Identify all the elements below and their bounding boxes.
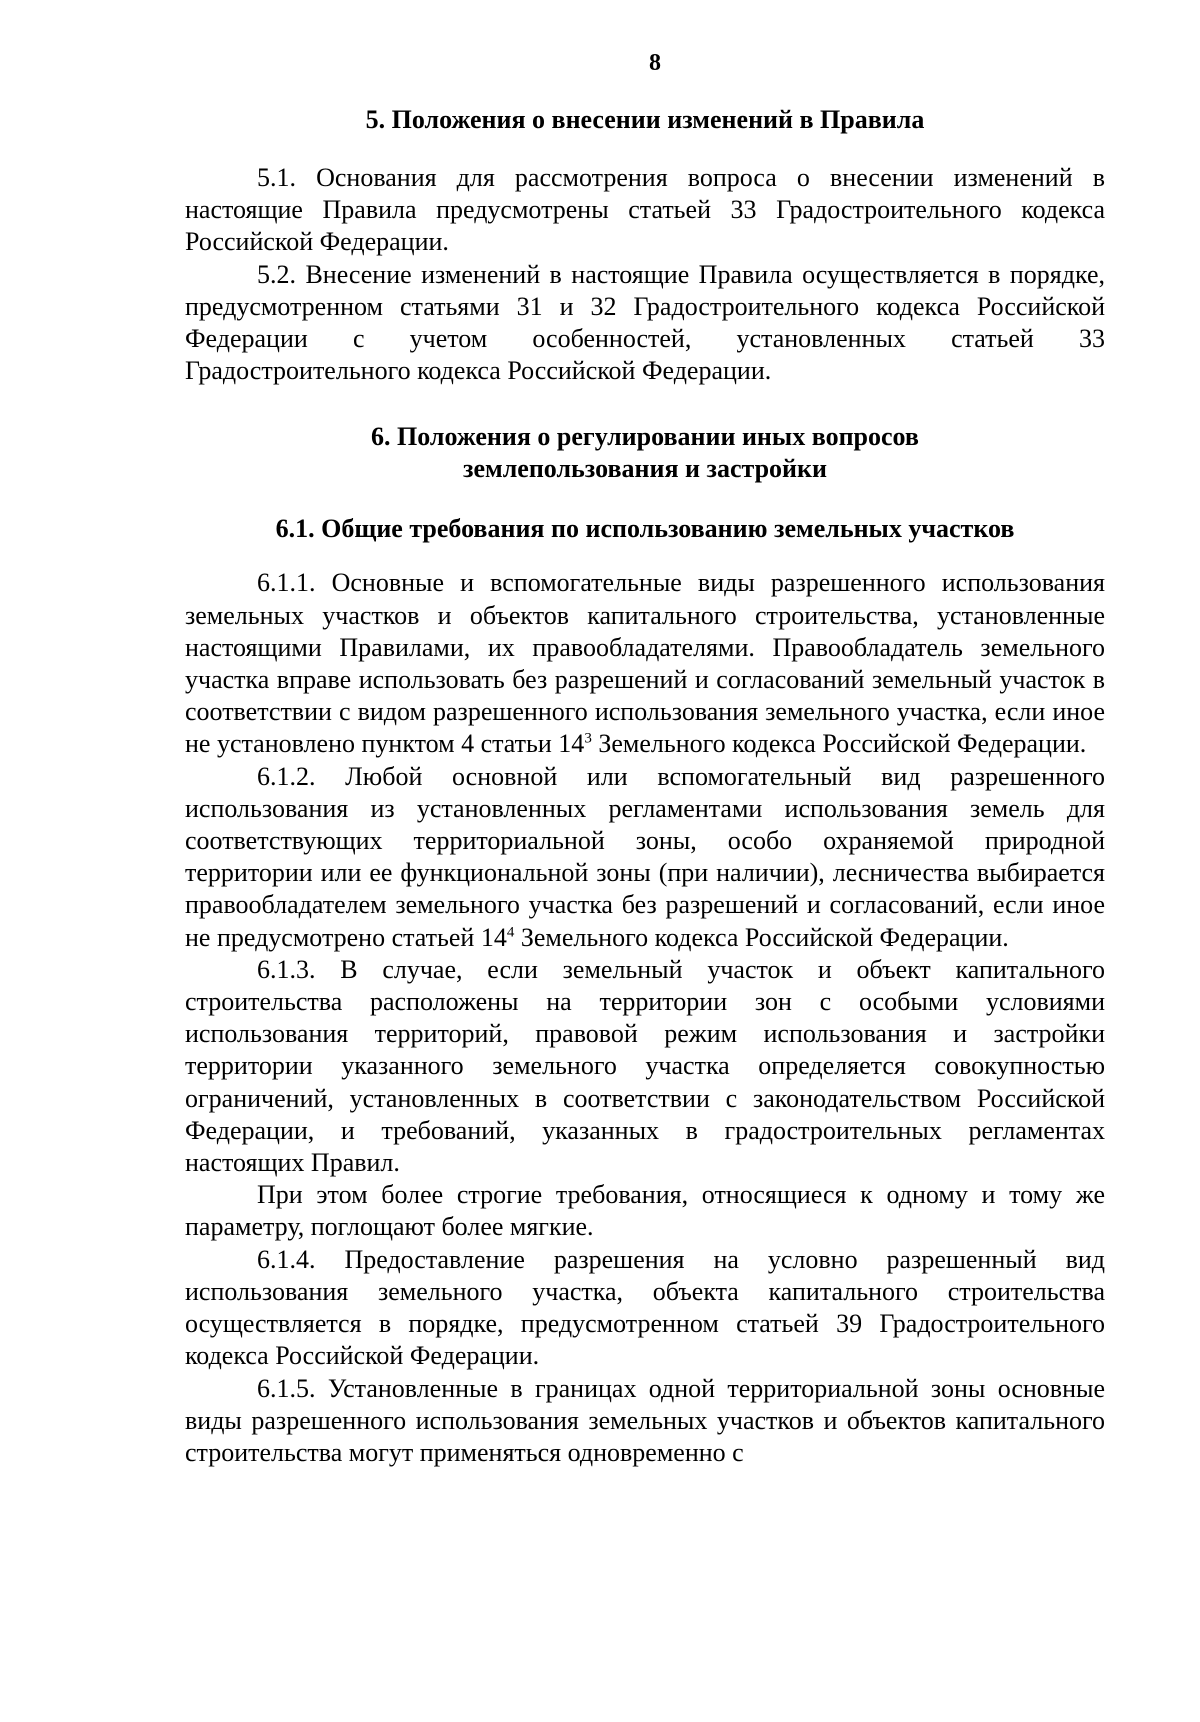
paragraph-6-1-2-end: Земельного кодекса Российской Федерации. [514, 922, 1009, 952]
paragraph-6-1-1-text: 6.1.1. Основные и вспомогательные виды разрешенного использования земельных участков и объектов капитального строительства, установленные настоящими Правилами, их правообладателями. Правообладатель земельного участка вправе использовать без разрешений и согласований земельный участок в соответствии с видом разрешенного использования земельного участка, если иное не установлено пунктом 4 статьи 14 [185, 568, 1105, 759]
paragraph-6-1-4: 6.1.4. Предоставление разрешения на условно разрешенный вид использования земельного участка, объекта капитального строительства осуществляется в порядке, предусмотренном статьей 39 Градостроительного кодекса Российской Федерации. [185, 1244, 1105, 1371]
subsection-6-1-heading: 6.1. Общие требования по использованию земельных участков [275, 514, 1015, 544]
superscript-4: 4 [506, 923, 515, 940]
paragraph-6-1-3-continued: При этом более строгие требования, относящиеся к одному и тому же параметру, поглощают более мягкие. [185, 1180, 1105, 1242]
superscript-3: 3 [584, 730, 592, 747]
section-6-heading [185, 421, 1105, 485]
paragraph-5-2: 5.2. Внесение изменений в настоящие Правила осуществляется в порядке, предусмотренном статьями 31 и 32 Градостроительного кодекса Российской Федерации с учетом особенностей, установленных статьей 33 Градостроительного кодекса Российской Федерации. [185, 259, 1105, 386]
paragraph-6-1-3: 6.1.3. В случае, если земельный участок и объект капитального строительства расположены на территории зон с особыми условиями использования территорий, правовой режим использования и застройки территории указанного земельного участка определяется совокупностью ограничений, установленных в соответствии с законодательством Российской Федерации, и требований, указанных в градостроительных регламентах настоящих Правил. [185, 954, 1105, 1178]
document-page [185, 48, 1105, 1469]
section-5-heading: 5. Положения о внесении изменений в Правила [365, 105, 925, 134]
paragraph-6-1-5: 6.1.5. Установленные в границах одной территориальной зоны основные виды разрешенного использования земельных участков и объектов капитального строительства могут применяться одновременно с [185, 1373, 1105, 1467]
paragraph-6-1-1-end: Земельного кодекса Российской Федерации. [591, 729, 1087, 759]
paragraph-6-1-2-text: 6.1.2. Любой основной или вспомогательный вид разрешенного использования из установленных регламентами использования земель для соответствующих территориальной зоны, особо охраняемой природной территории или ее функциональной зоны (при наличии), лесничества выбирается правообладателем земельного участка без разрешений и согласований, если иное не предусмотрено статьей 14 [185, 761, 1105, 952]
section-6-heading-line-1: 6. Положения о регулировании иных вопросов [371, 422, 919, 452]
page-number: 8 [649, 50, 661, 76]
paragraph-6-1-2 [185, 761, 1105, 954]
paragraph-6-1-1 [185, 567, 1105, 760]
paragraph-5-1: 5.1. Основания для рассмотрения вопроса о внесении изменений в настоящие Правила предусмотрены статьей 33 Градостроительного кодекса Российской Федерации. [185, 163, 1105, 257]
section-6-heading-line-2: землепользования и застройки [463, 454, 827, 484]
